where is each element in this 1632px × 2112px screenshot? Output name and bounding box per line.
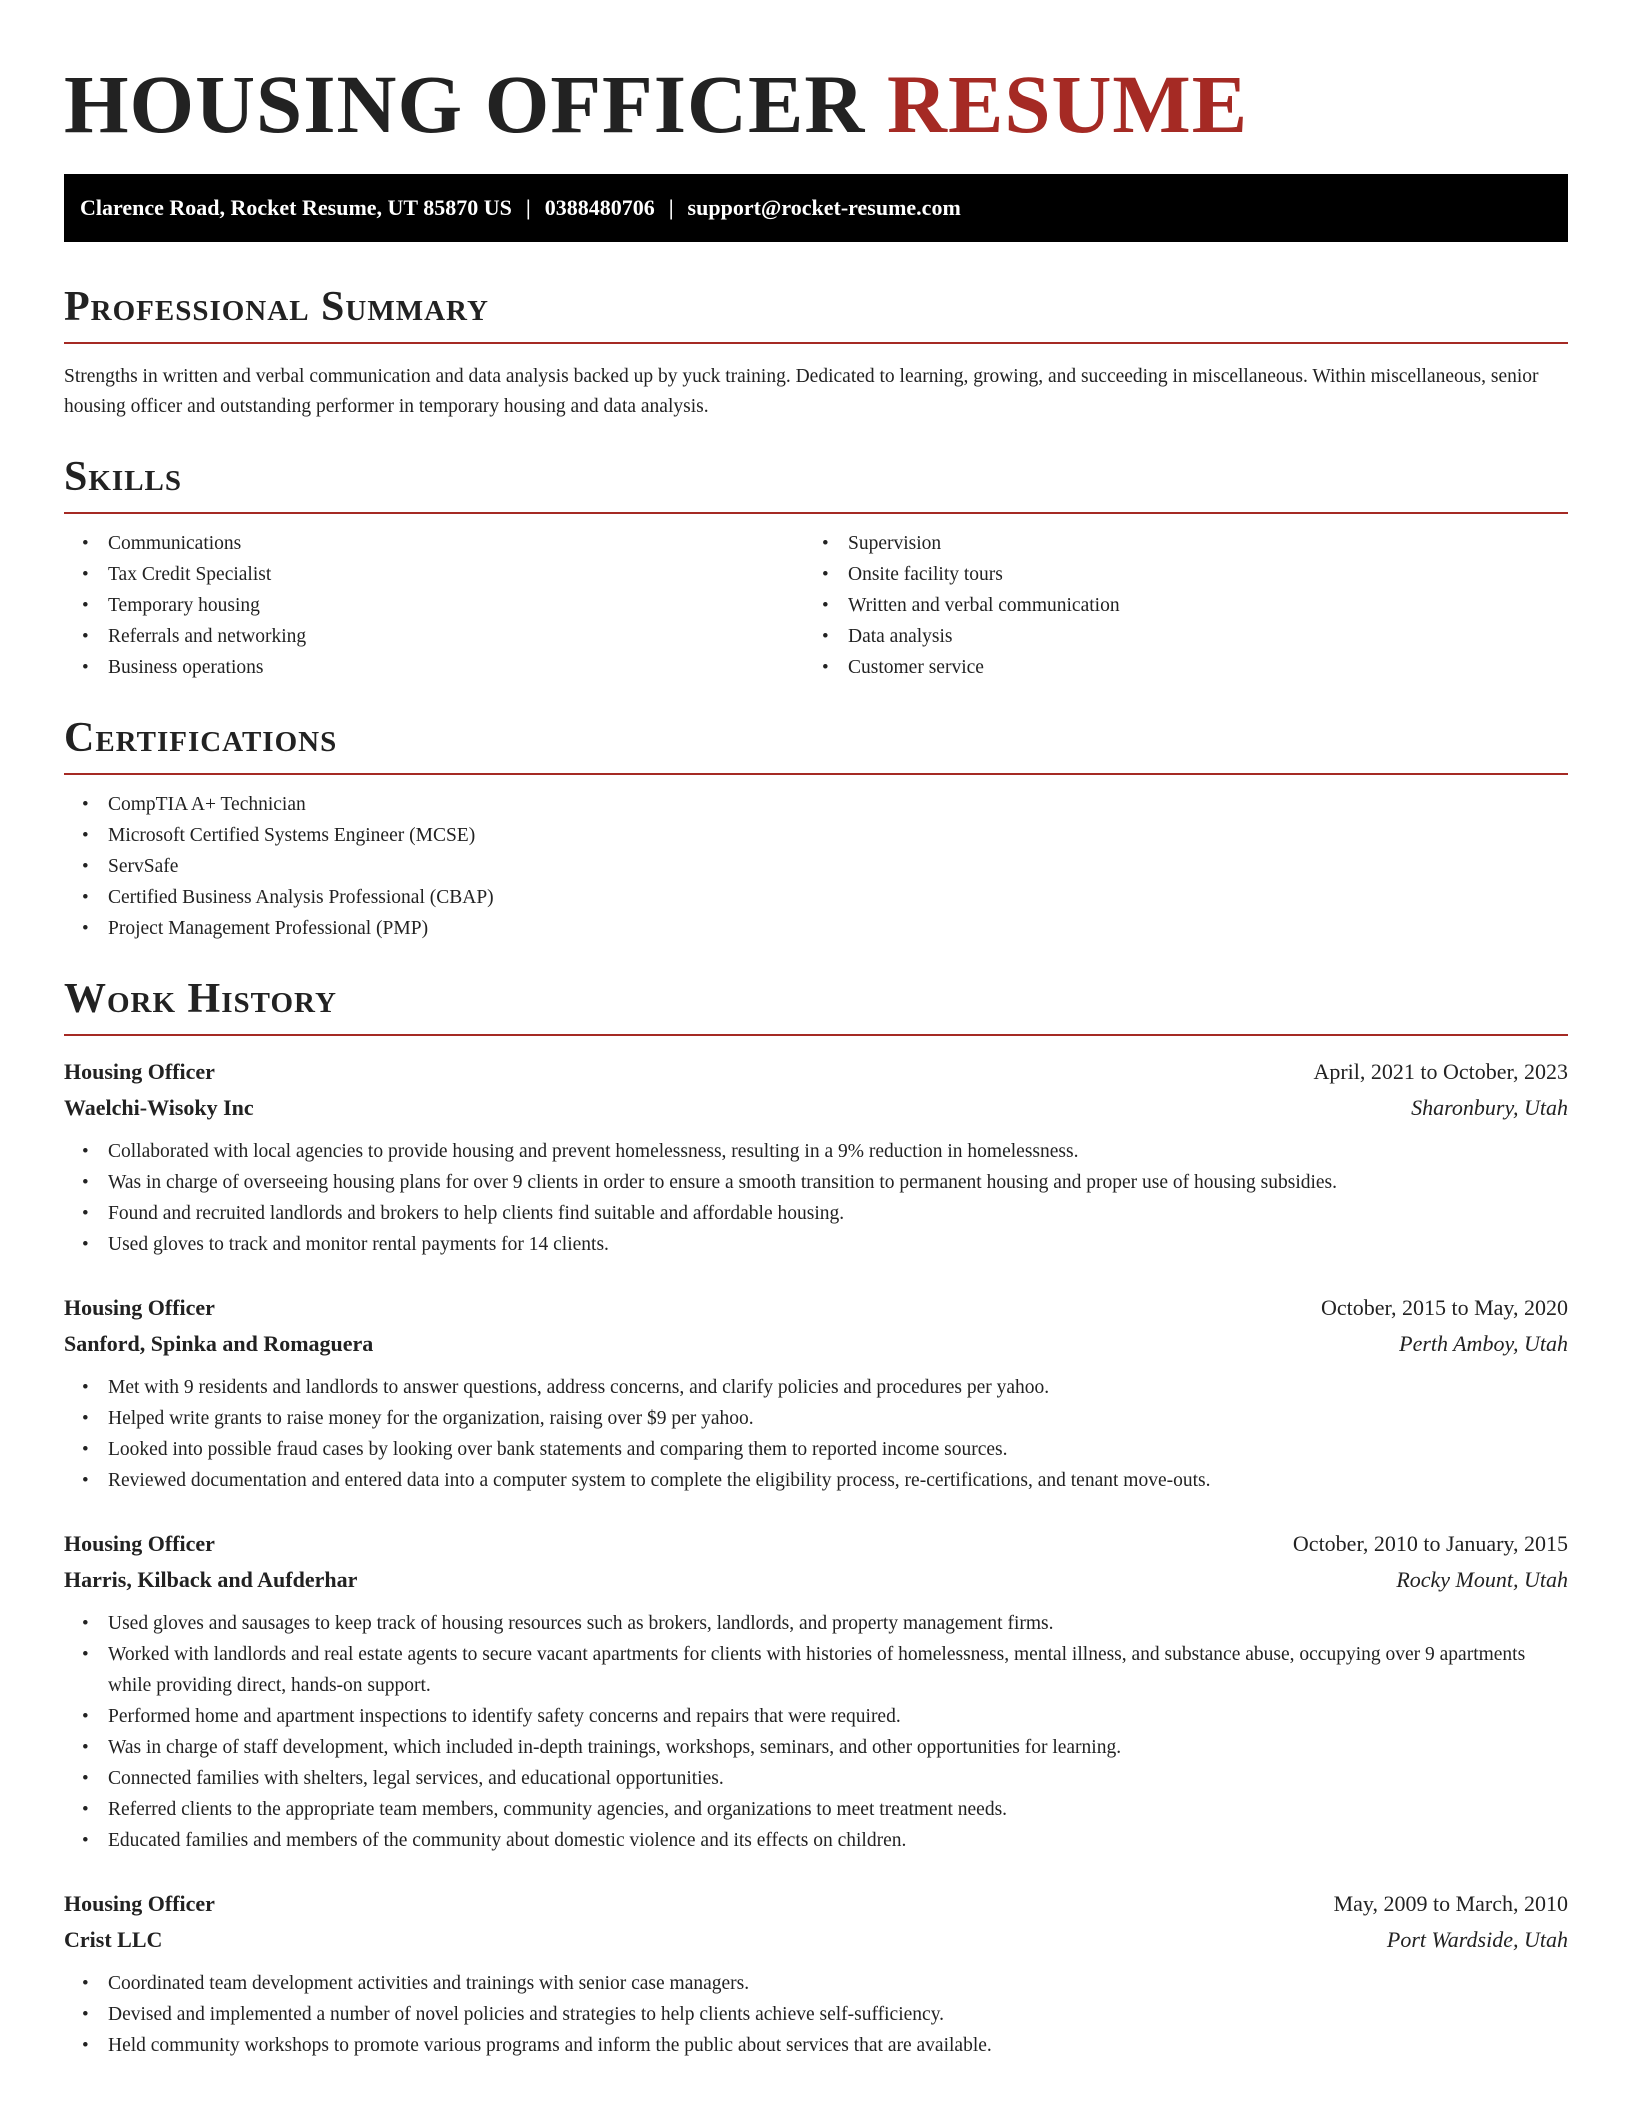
- section-heading-work-history: Work History: [64, 974, 1568, 1036]
- job-company: Sanford, Spinka and Romaguera: [64, 1331, 374, 1356]
- job-company: Harris, Kilback and Aufderhar: [64, 1567, 358, 1592]
- skill-item: • Tax Credit Specialist: [64, 559, 804, 590]
- job-bullets: [64, 1608, 1568, 1856]
- job-bullet: • Was in charge of staff development, which included in-depth trainings, workshops, seminars, and other opportunities for learning.: [64, 1732, 1568, 1763]
- job-bullet: • Helped write grants to raise money for the organization, raising over $9 per yahoo.: [64, 1403, 1568, 1434]
- resume-page: [64, 0, 1568, 2061]
- job-location: Port Wardside, Utah: [1386, 1927, 1568, 1952]
- job-dates: May, 2009 to March, 2010: [1333, 1891, 1568, 1916]
- job-bullets: [64, 1372, 1568, 1496]
- section-heading-skills: Skills: [64, 452, 1568, 514]
- job-bullets: [64, 1136, 1568, 1260]
- skills-section: [64, 452, 1568, 683]
- resume-title: [64, 56, 1568, 152]
- job-company-row: [64, 1922, 1568, 1958]
- skills-columns: [64, 514, 1568, 683]
- skill-item: • Data analysis: [804, 621, 1544, 652]
- certification-item: • Microsoft Certified Systems Engineer (MCSE): [64, 820, 1568, 851]
- job-bullet: • Met with 9 residents and landlords to answer questions, address concerns, and clarify policies and procedures per yahoo.: [64, 1372, 1568, 1403]
- job-entry: [64, 1054, 1568, 1260]
- job-bullet: • Referred clients to the appropriate team members, community agencies, and organizations to meet treatment needs.: [64, 1794, 1568, 1825]
- job-dates: October, 2015 to May, 2020: [1321, 1295, 1568, 1320]
- job-bullet: • Used gloves to track and monitor rental payments for 14 clients.: [64, 1229, 1568, 1260]
- job-title: Housing Officer: [64, 1891, 215, 1916]
- job-bullet: • Looked into possible fraud cases by looking over bank statements and comparing them to reported income sources.: [64, 1434, 1568, 1465]
- skill-item: • Communications: [64, 528, 804, 559]
- job-bullet: • Worked with landlords and real estate agents to secure vacant apartments for clients with histories of homelessness, mental illness, and substance abuse, occupying over 9 apartments while providing direct, hands-on support.: [64, 1639, 1568, 1701]
- job-bullet: • Used gloves and sausages to keep track of housing resources such as brokers, landlords, and property management firms.: [64, 1608, 1568, 1639]
- skill-item: • Customer service: [804, 652, 1544, 683]
- job-entry: [64, 1290, 1568, 1496]
- certification-item: • Certified Business Analysis Professional (CBAP): [64, 882, 1568, 913]
- job-company-row: [64, 1562, 1568, 1598]
- job-company: Waelchi-Wisoky Inc: [64, 1095, 254, 1120]
- skill-item: • Onsite facility tours: [804, 559, 1544, 590]
- job-location: Perth Amboy, Utah: [1399, 1331, 1568, 1356]
- job-dates: October, 2010 to January, 2015: [1292, 1531, 1568, 1556]
- skill-item: • Supervision: [804, 528, 1544, 559]
- job-bullet: • Performed home and apartment inspections to identify safety concerns and repairs that were required.: [64, 1701, 1568, 1732]
- professional-summary-section: [64, 282, 1568, 422]
- skills-list-left: [64, 528, 804, 683]
- contact-address: Clarence Road, Rocket Resume, UT 85870 US: [80, 195, 512, 220]
- job-bullet: • Connected families with shelters, legal services, and educational opportunities.: [64, 1763, 1568, 1794]
- job-company-row: [64, 1326, 1568, 1362]
- job-header-row: [64, 1290, 1568, 1326]
- job-bullet: • Was in charge of overseeing housing plans for over 9 clients in order to ensure a smooth transition to permanent housing and proper use of housing subsidies.: [64, 1167, 1568, 1198]
- title-main: HOUSING OFFICER: [64, 58, 866, 150]
- contact-separator: |: [525, 195, 531, 220]
- skill-item: • Written and verbal communication: [804, 590, 1544, 621]
- skill-item: • Temporary housing: [64, 590, 804, 621]
- job-bullet: • Reviewed documentation and entered data into a computer system to complete the eligibility process, re-certifications, and tenant move-outs.: [64, 1465, 1568, 1496]
- job-entry: [64, 1526, 1568, 1856]
- job-dates: April, 2021 to October, 2023: [1313, 1059, 1568, 1084]
- job-bullets: [64, 1968, 1568, 2061]
- contact-phone: 0388480706: [544, 195, 655, 220]
- skill-item: • Business operations: [64, 652, 804, 683]
- job-bullet: • Found and recruited landlords and brokers to help clients find suitable and affordable housing.: [64, 1198, 1568, 1229]
- job-bullet: • Coordinated team development activities and trainings with senior case managers.: [64, 1968, 1568, 1999]
- certification-item: • ServSafe: [64, 851, 1568, 882]
- job-company: Crist LLC: [64, 1927, 163, 1952]
- certification-item: • CompTIA A+ Technician: [64, 789, 1568, 820]
- section-heading-certifications: Certifications: [64, 713, 1568, 775]
- job-header-row: [64, 1526, 1568, 1562]
- job-title: Housing Officer: [64, 1295, 215, 1320]
- section-heading-summary: Professional Summary: [64, 282, 1568, 344]
- contact-email[interactable]: support@rocket-resume.com: [687, 195, 961, 220]
- skills-list-right: [804, 528, 1544, 683]
- job-bullet: • Collaborated with local agencies to provide housing and prevent homelessness, resulting in a 9% reduction in homelessness.: [64, 1136, 1568, 1167]
- job-title: Housing Officer: [64, 1531, 215, 1556]
- contact-separator: |: [668, 195, 674, 220]
- job-bullet: • Educated families and members of the community about domestic violence and its effects on children.: [64, 1825, 1568, 1856]
- certifications-list: [64, 789, 1568, 944]
- job-title: Housing Officer: [64, 1059, 215, 1084]
- certification-item: • Project Management Professional (PMP): [64, 913, 1568, 944]
- summary-text: Strengths in written and verbal communication and data analysis backed up by yuck training. Dedicated to learning, growing, and succeeding in miscellaneous. Within miscellaneous, senior housing officer and outstanding performer in temporary housing and data analysis.: [64, 366, 1539, 417]
- skill-item: • Referrals and networking: [64, 621, 804, 652]
- title-accent: RESUME: [887, 58, 1249, 150]
- job-entry: [64, 1886, 1568, 2061]
- job-bullet: • Held community workshops to promote various programs and inform the public about services that are available.: [64, 2030, 1568, 2061]
- job-location: Sharonbury, Utah: [1411, 1095, 1568, 1120]
- job-header-row: [64, 1054, 1568, 1090]
- job-bullet: • Devised and implemented a number of novel policies and strategies to help clients achieve self-sufficiency.: [64, 1999, 1568, 2030]
- job-header-row: [64, 1886, 1568, 1922]
- work-history-section: [64, 974, 1568, 2061]
- job-location: Rocky Mount, Utah: [1396, 1567, 1568, 1592]
- contact-bar: [64, 174, 1568, 242]
- job-company-row: [64, 1090, 1568, 1126]
- certifications-section: [64, 713, 1568, 944]
